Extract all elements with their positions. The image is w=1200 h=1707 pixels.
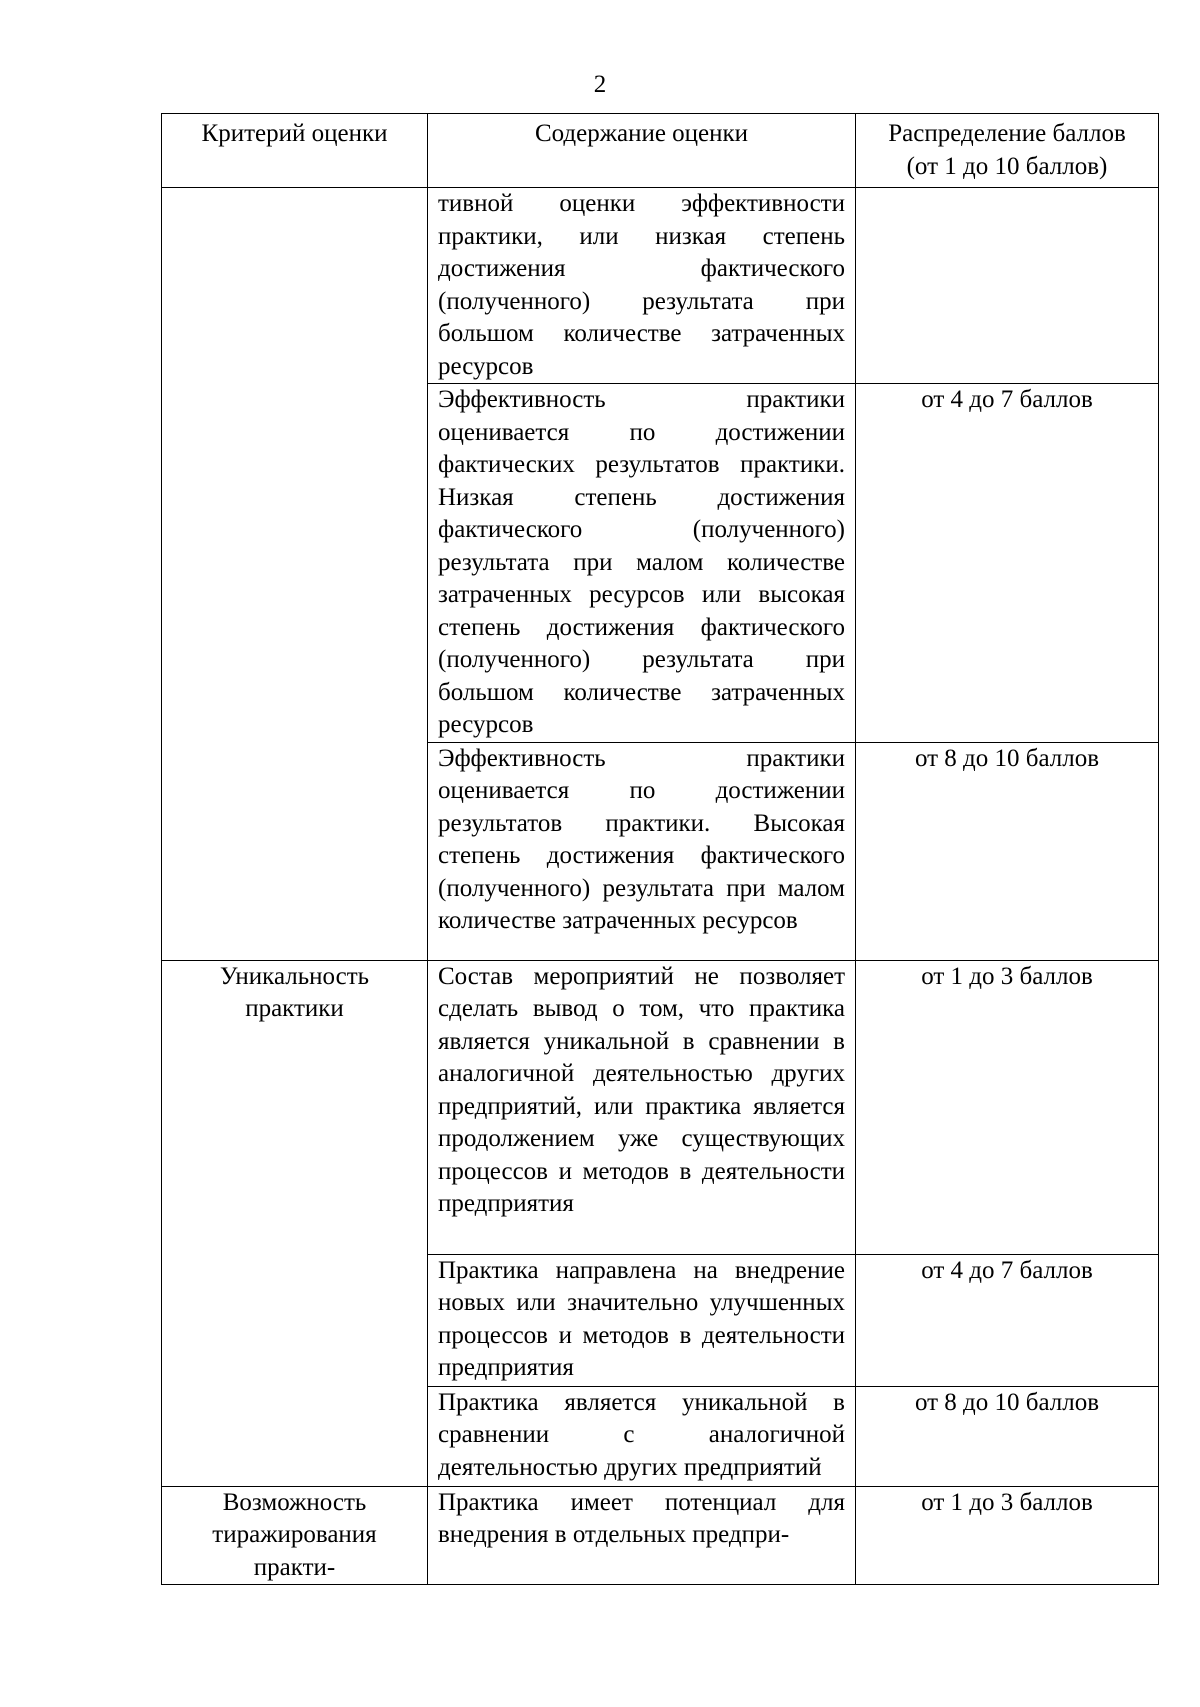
- header-criterion: Критерий оценки: [162, 114, 428, 188]
- content-cell: Состав мероприятий не позволяет сделать вывод о том, что практика является уникальной в сравнении в аналогичной деятельностью других предприятий, или практика является продолжением уже существующих процессов и методов в деятельности предприятия: [428, 960, 856, 1254]
- score-cell: от 1 до 3 баллов: [856, 1486, 1159, 1585]
- score-cell: от 4 до 7 баллов: [856, 1254, 1159, 1386]
- criterion-cell: Уникальность практики: [162, 960, 428, 1486]
- content-cell: Практика направлена на внедрение новых или значительно улучшенных процессов и методов в деятельности предприятия: [428, 1254, 856, 1386]
- header-score-line2: (от 1 до 10 баллов): [906, 152, 1108, 180]
- score-cell: от 8 до 10 баллов: [856, 1386, 1159, 1486]
- content-cell: Эффективность практики оценивается по достижении фактических результатов практики. Низкая степень достижения фактического (полученного) результата при малом количестве затраченных ресурсов или высокая степень достижения фактического (полученного) результата при большом количестве затраченных ресурсов: [428, 384, 856, 743]
- header-score: [856, 114, 1159, 188]
- table-header-row: [162, 114, 1159, 188]
- content-cell: Эффективность практики оценивается по достижении результатов практики. Высокая степень достижения фактического (полученного) результата при малом количестве затраченных ресурсов: [428, 742, 856, 960]
- table-row: [162, 188, 1159, 384]
- page-number: 2: [593, 71, 607, 98]
- score-cell: от 8 до 10 баллов: [856, 742, 1159, 960]
- score-cell: [856, 188, 1159, 384]
- criterion-cell: Возможность тиражирования практи-: [162, 1486, 428, 1585]
- content-cell: Практика имеет потенциал для внедрения в отдельных предпри-: [428, 1486, 856, 1585]
- table-row: [162, 960, 1159, 1254]
- header-score-line1: Распределение баллов: [888, 120, 1126, 147]
- content-cell: Практика является уникальной в сравнении с аналогичной деятельностью других предприятий: [428, 1386, 856, 1486]
- criterion-cell: [162, 188, 428, 961]
- score-cell: от 1 до 3 баллов: [856, 960, 1159, 1254]
- score-cell: от 4 до 7 баллов: [856, 384, 1159, 743]
- content-cell: тивной оценки эффективности практики, или низкая степень достижения фактического (полученного) результата при большом количестве затраченных ресурсов: [428, 188, 856, 384]
- evaluation-criteria-table: [161, 113, 1159, 1585]
- table-row: [162, 1486, 1159, 1585]
- header-content: Содержание оценки: [428, 114, 856, 188]
